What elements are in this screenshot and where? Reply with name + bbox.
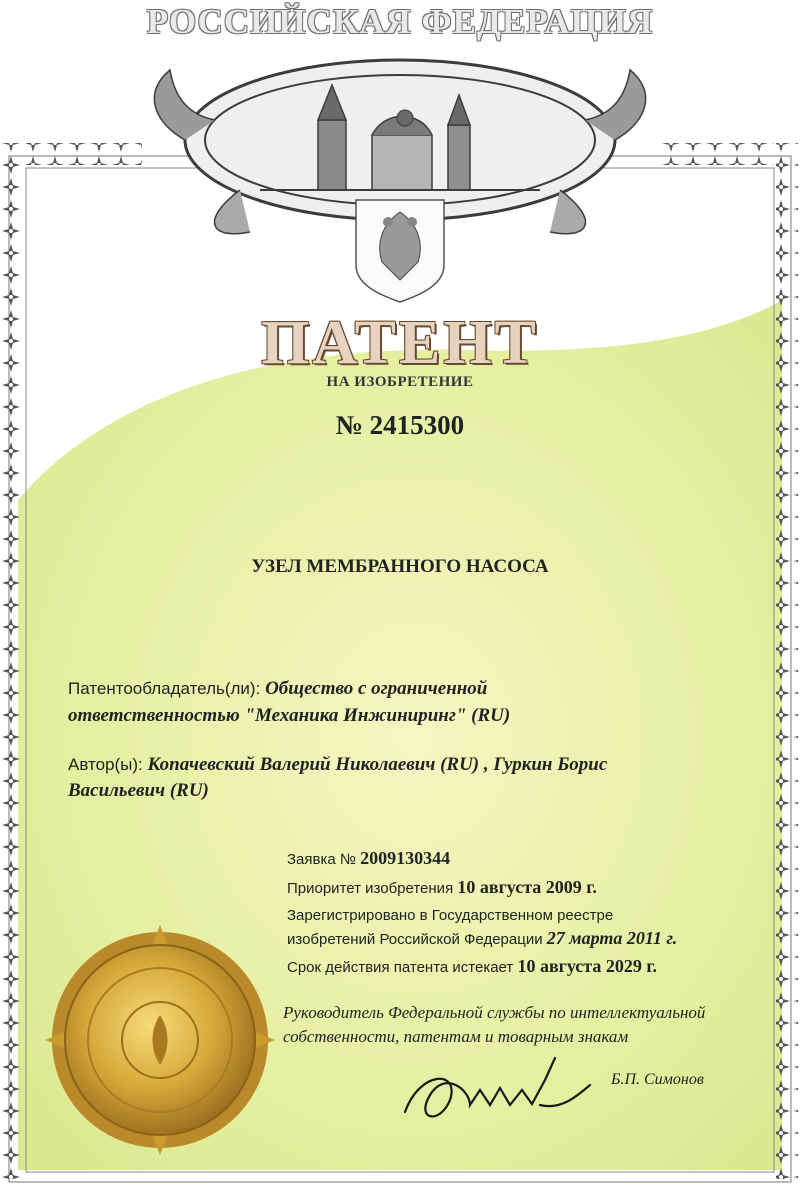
signatory-position-line-2: собственности, патентам и товарным знакам [283, 1027, 629, 1046]
registered-text-1: Зарегистрировано в Государственном реестре [287, 907, 614, 924]
top-right-star-border [658, 143, 774, 165]
priority-line [287, 877, 597, 899]
priority-label: Приоритет изобретения [287, 880, 454, 897]
holder-line-2 [68, 703, 510, 729]
signatory-position [283, 1001, 705, 1049]
authors-value-1: Копачевский Валерий Николаевич (RU) , Гуркин Борис [147, 754, 608, 775]
holder-value-1: Общество с ограниченной [265, 678, 488, 699]
signatory-name: Б.П. Симонов [611, 1071, 704, 1088]
top-left-star-border [26, 143, 142, 165]
invention-title: УЗЕЛ МЕМБРАННОГО НАСОСА [251, 556, 549, 577]
validity-line [287, 956, 657, 978]
patent-subtitle: НА ИЗОБРЕТЕНИЕ [326, 374, 474, 390]
registered-line-1 [287, 906, 613, 926]
application-line [287, 848, 450, 870]
registered-date: 27 марта 2011 г. [546, 928, 678, 948]
registered-line-2 [287, 928, 677, 950]
patent-number: № 2415300 [335, 410, 465, 440]
authors-line-1 [68, 752, 607, 778]
authors-label: Автор(ы): [68, 755, 143, 774]
left-star-border [2, 143, 24, 1179]
authors-line-2 [68, 778, 209, 804]
priority-date: 10 августа 2009 г. [457, 877, 597, 897]
holder-line-1 [68, 676, 487, 702]
application-label: Заявка № [287, 851, 356, 868]
signatory-position-line-1: Руководитель Федеральной службы по интеллектуальной [283, 1003, 706, 1022]
holder-label: Патентообладатель(ли): [68, 679, 261, 698]
coat-of-arms-icon [356, 200, 444, 302]
registered-text-2: изобретений Российской Федерации [287, 931, 543, 948]
holder-value-2: ответственностью "Механика Инжиниринг" (RU) [68, 705, 511, 726]
right-star-border [776, 143, 798, 1179]
federation-title: РОССИЙСКАЯ ФЕДЕРАЦИЯ [146, 2, 654, 41]
authors-value-2: Васильевич (RU) [68, 780, 209, 801]
application-number: 2009130344 [360, 848, 451, 868]
validity-date: 10 августа 2029 г. [517, 956, 657, 976]
validity-label: Срок действия патента истекает [287, 959, 514, 976]
patent-title: ПАТЕНТ [261, 309, 539, 377]
